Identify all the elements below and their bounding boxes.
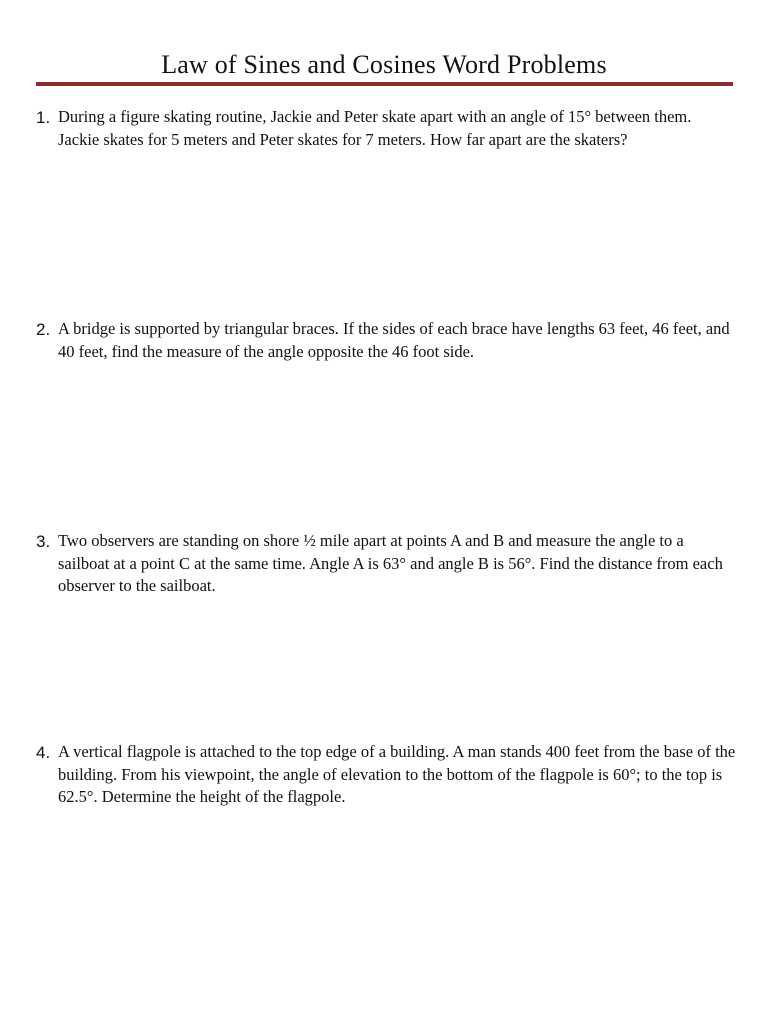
- problem-number: 4.: [36, 743, 51, 762]
- problem-text: A vertical flagpole is attached to the top edge of a building. A man stands 400 feet from the base of the building. From his viewpoint, the angle of elevation to the bottom of the flagpole is 60°; to the top is 62.5°. Determine the height of the flagpole.: [58, 742, 736, 806]
- problem-text: Two observers are standing on shore ½ mile apart at points A and B and measure the angle to a sailboat at a point C at the same time. Angle A is 63° and angle B is 56°. Find the distance from each observer to the sailboat.: [58, 531, 723, 595]
- problem-number: 2.: [36, 320, 51, 339]
- problem-4: [36, 741, 736, 809]
- page-title: Law of Sines and Cosines Word Problems: [161, 50, 607, 79]
- problem-1: [36, 106, 736, 151]
- title-divider: [36, 82, 733, 86]
- problem-number: 3.: [36, 532, 51, 551]
- problem-text: During a figure skating routine, Jackie and Peter skate apart with an angle of 15° between them. Jackie skates for 5 meters and Peter skates for 7 meters. How far apart are the skaters?: [58, 107, 692, 149]
- problem-2: [36, 318, 736, 363]
- problem-3: [36, 530, 736, 598]
- problem-text: A bridge is supported by triangular braces. If the sides of each brace have lengths 63 feet, 46 feet, and 40 feet, find the measure of the angle opposite the 46 foot side.: [58, 319, 730, 361]
- problem-number: 1.: [36, 108, 51, 127]
